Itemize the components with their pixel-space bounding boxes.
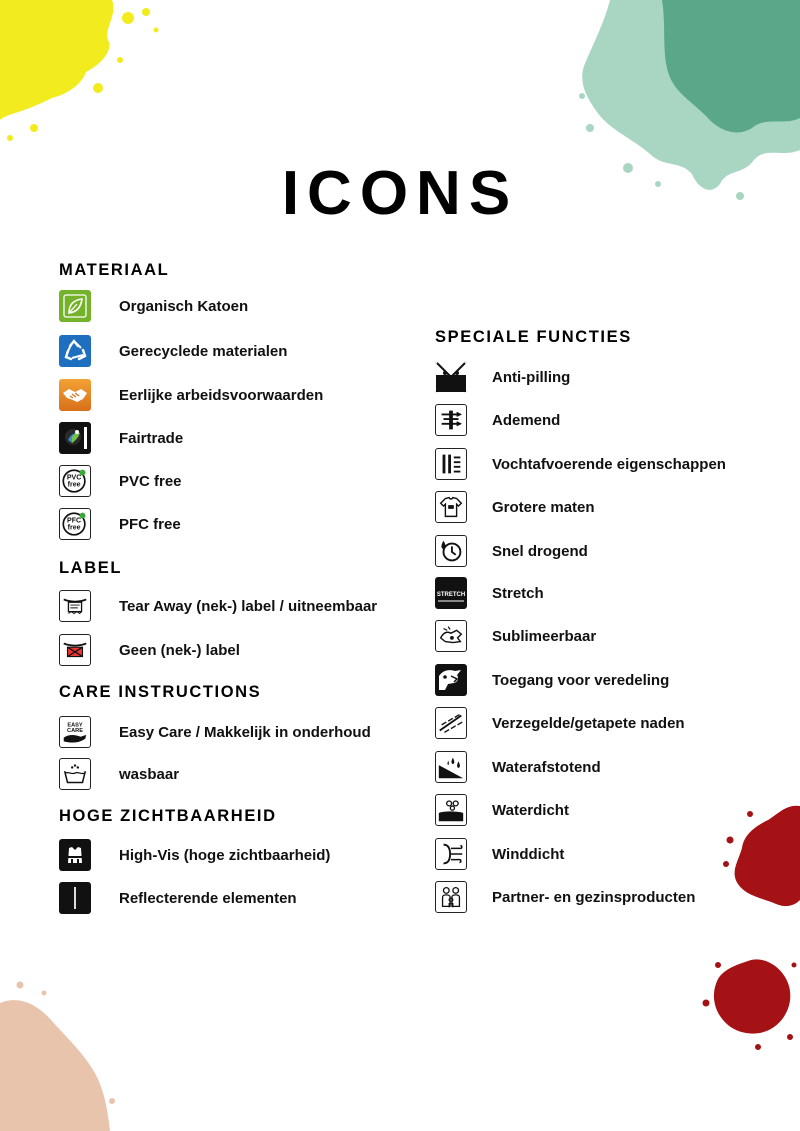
- list-item-label: Ademend: [492, 411, 561, 429]
- svg-text:PVC: PVC: [66, 474, 82, 482]
- list-item-label: Organisch Katoen: [119, 297, 249, 315]
- list-item-label: Partner- en gezinsproducten: [492, 888, 696, 906]
- list-item-label: Tear Away (nek-) label / uitneembaar: [119, 597, 378, 615]
- list-item-label: Stretch: [492, 584, 544, 602]
- list-item-pvc-free: [59, 463, 182, 499]
- page-title: ICONS: [281, 159, 519, 228]
- list-item-label: Waterdicht: [492, 801, 569, 819]
- easy-care-icon: [59, 716, 91, 748]
- list-item-taped-seams: [435, 705, 685, 741]
- handshake-icon: [59, 379, 91, 411]
- list-item-label: Snel drogend: [492, 542, 588, 560]
- list-item-label: PVC free: [119, 472, 182, 490]
- reflective-icon: [59, 882, 91, 914]
- list-item-label: Toegang voor veredeling: [492, 671, 670, 689]
- stretch-icon: [435, 577, 467, 609]
- red-paint-splash-small: [698, 945, 800, 1055]
- list-item-label: Verzegelde/getapete naden: [492, 714, 685, 732]
- list-item-waterproof: [435, 792, 569, 828]
- taped-seams-icon: [435, 707, 467, 739]
- list-item-label: Grotere maten: [492, 498, 595, 516]
- family-products-icon: [435, 881, 467, 913]
- list-item-label: Winddicht: [492, 845, 565, 863]
- high-vis-icon: [59, 839, 91, 871]
- list-item-label: Reflecterende elementen: [119, 889, 297, 907]
- list-item-recycled: [59, 333, 287, 369]
- section-heading-label: LABEL: [59, 559, 122, 577]
- section-heading-care: CARE INSTRUCTIONS: [59, 683, 262, 701]
- water-repellent-icon: [435, 751, 467, 783]
- svg-text:EASY: EASY: [67, 722, 83, 729]
- red-paint-splash-large: [720, 800, 800, 910]
- list-item-label: High-Vis (hoge zichtbaarheid): [119, 846, 331, 864]
- quick-dry-icon: [435, 535, 467, 567]
- list-item-larger-sizes: [435, 489, 595, 525]
- list-item-washable: [59, 756, 179, 792]
- anti-pilling-icon: [435, 361, 467, 393]
- list-item-breathable: [435, 402, 560, 438]
- list-item-tear-away-label: [59, 588, 377, 624]
- list-item-anti-pilling: [435, 359, 570, 395]
- list-item-organic-cotton: [59, 288, 248, 324]
- svg-text:free: free: [67, 524, 81, 532]
- section-heading-high-visibility: HOGE ZICHTBAARHEID: [59, 807, 277, 825]
- recycle-icon: [59, 335, 91, 367]
- list-item-label: Gerecyclede materialen: [119, 342, 288, 360]
- svg-text:STRETCH: STRETCH: [436, 592, 466, 598]
- svg-text:free: free: [67, 481, 81, 489]
- list-item-no-label: [59, 632, 240, 668]
- list-item-label: PFC free: [119, 515, 181, 533]
- list-item-pfc-free: [59, 506, 181, 542]
- moisture-wicking-icon: [435, 448, 467, 480]
- decoration-access-icon: [435, 664, 467, 696]
- list-item-label: Geen (nek-) label: [119, 641, 240, 659]
- windproof-icon: [435, 838, 467, 870]
- tear-away-label-icon: [59, 590, 91, 622]
- list-item-sublimation: [435, 618, 596, 654]
- list-item-moisture-wicking: [435, 446, 726, 482]
- breathable-icon: [435, 404, 467, 436]
- pvc-free-icon: [59, 465, 91, 497]
- list-item-label: Waterafstotend: [492, 758, 601, 776]
- list-item-water-repellent: [435, 749, 601, 785]
- list-item-high-vis: [59, 837, 330, 873]
- list-item-label: Eerlijke arbeidsvoorwaarden: [119, 386, 324, 404]
- list-item-quick-dry: [435, 533, 588, 569]
- yellow-paint-splash: [0, 0, 170, 150]
- list-item-label: wasbaar: [119, 765, 180, 783]
- leaf-icon: [59, 290, 91, 322]
- larger-sizes-icon: [435, 491, 467, 523]
- peach-paint-splash: [0, 975, 120, 1131]
- no-label-icon: [59, 634, 91, 666]
- list-item-decoration-access: [435, 662, 669, 698]
- waterproof-icon: [435, 794, 467, 826]
- list-item-label: Easy Care / Makkelijk in onderhoud: [119, 723, 371, 741]
- list-item-reflective: [59, 880, 297, 916]
- washable-icon: [59, 758, 91, 790]
- list-item-fair-labour: [59, 377, 323, 413]
- svg-text:CARE: CARE: [67, 728, 83, 734]
- list-item-windproof: [435, 836, 564, 872]
- fairtrade-icon: [59, 422, 91, 454]
- svg-text:PFC: PFC: [67, 517, 82, 525]
- list-item-fairtrade: [59, 420, 183, 456]
- list-item-label: Fairtrade: [119, 429, 184, 447]
- list-item-easy-care: [59, 714, 371, 750]
- list-item-family-products: [435, 879, 695, 915]
- sublimation-icon: [435, 620, 467, 652]
- list-item-label: Sublimeerbaar: [492, 627, 597, 645]
- pfc-free-icon: [59, 508, 91, 540]
- section-heading-materiaal: MATERIAAL: [59, 261, 170, 279]
- list-item-stretch: [435, 575, 544, 611]
- list-item-label: Anti-pilling: [492, 368, 571, 386]
- list-item-label: Vochtafvoerende eigenschappen: [492, 455, 726, 473]
- section-heading-special-functions: SPECIALE FUNCTIES: [435, 328, 632, 346]
